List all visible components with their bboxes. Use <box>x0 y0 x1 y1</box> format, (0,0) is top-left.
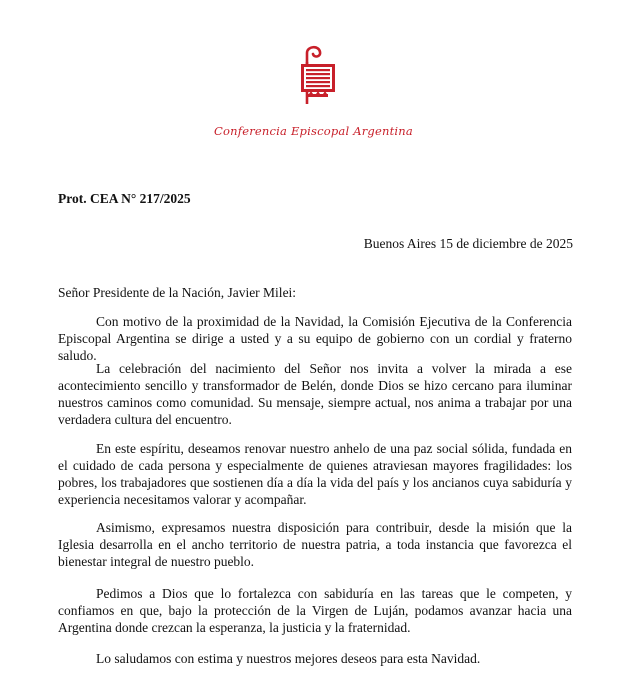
paragraph-3: En este espíritu, deseamos renovar nuestro anhelo de una paz social sólida, fundada en el cuidado de cada persona y especialmente de quienes atraviesan mayores fragilidades: los pobres, los trabajadores que sostienen día a día la vida del país y los ancianos cuya sabiduría y experiencia necesitamos valorar y acompañar. <box>58 441 572 507</box>
paragraph-5: Pedimos a Dios que lo fortalezca con sabiduría en las tareas que le competen, y confiamos en que, bajo la protección de la Virgen de Luján, podamos avanzar hacia una Argentina donde crezcan la esperanza, la justicia y la fraternidad. <box>58 586 572 635</box>
date-line: Buenos Aires 15 de diciembre de 2025 <box>363 236 573 251</box>
paragraph-2: La celebración del nacimiento del Señor nos invita a volver la mirada a ese acontecimiento sencillo y transformador de Belén, donde Dios se hizo cercano para iluminar nuestros caminos como comunidad. Su mensaje, siempre actual, nos anima a trabajar por una verdadera cultura del encuentro. <box>58 361 572 427</box>
paragraph-1: Con motivo de la proximidad de la Navidad, la Comisión Ejecutiva de la Conferencia Episcopal Argentina se dirige a usted y a su equipo de gobierno con un cordial y fraterno saludo. <box>58 314 572 363</box>
episcopal-crozier-emblem-icon <box>295 44 339 106</box>
organization-name: Conferencia Episcopal Argentina <box>214 124 413 138</box>
paragraph-4: Asimismo, expresamos nuestra disposición para contribuir, desde la misión que la Iglesia desarrolla en el ancho territorio de nuestra patria, a toda instancia que favorezca el bienestar integral de nuestro pueblo. <box>58 520 572 569</box>
paragraph-6: Lo saludamos con estima y nuestros mejores deseos para esta Navidad. <box>96 651 481 666</box>
protocol-number: Prot. CEA N° 217/2025 <box>58 191 191 206</box>
salutation: Señor Presidente de la Nación, Javier Milei: <box>58 285 297 300</box>
